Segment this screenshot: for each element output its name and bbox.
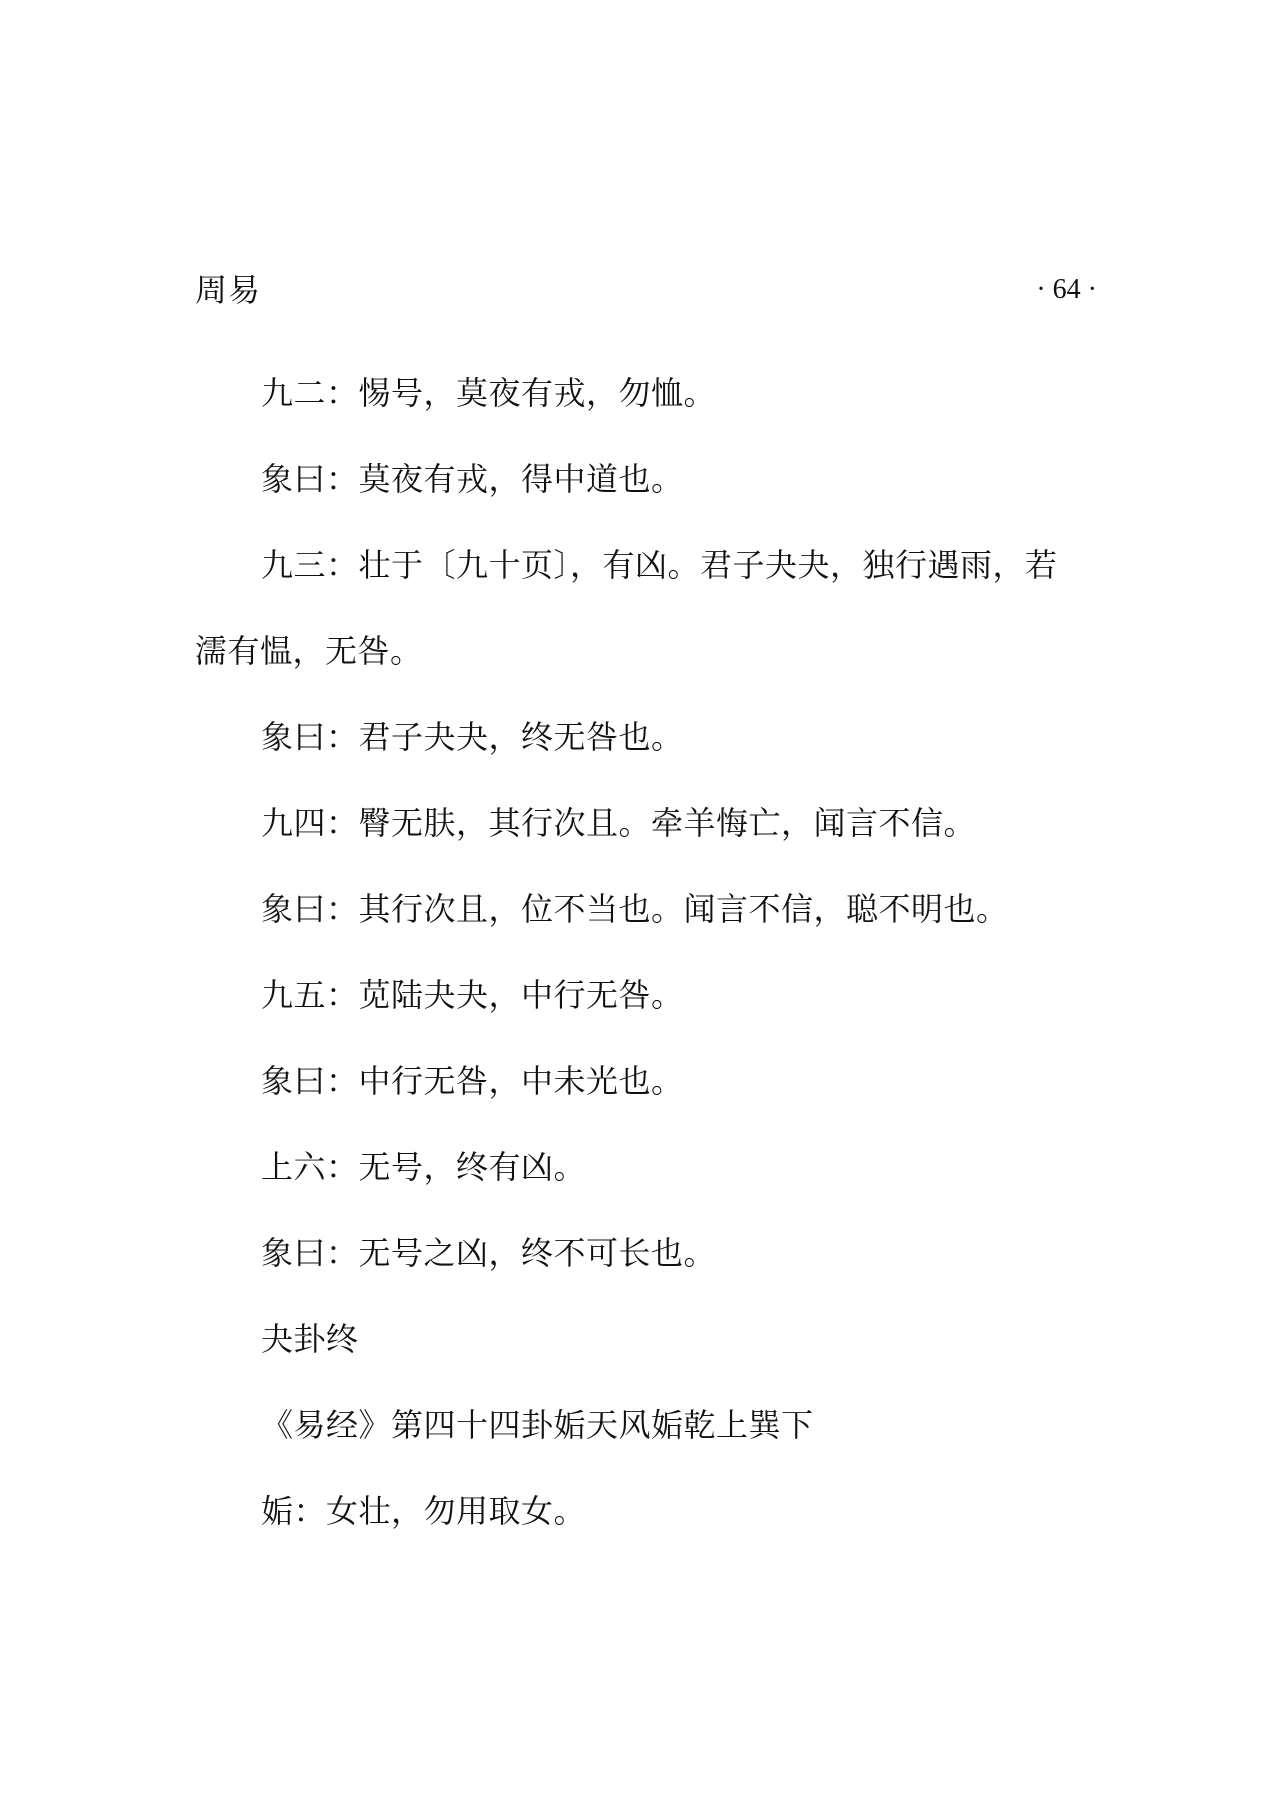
page-header	[195, 268, 1097, 312]
hexagram-heading: 《易经》第四十四卦姤天风姤乾上巽下	[261, 1406, 814, 1444]
book-title: 周易	[195, 271, 262, 309]
paragraph: 九二：惕号，莫夜有戎，勿恤。	[261, 374, 717, 412]
page-number: · 64 ·	[1036, 274, 1097, 305]
hexagram-end-note: 夬卦终	[261, 1320, 359, 1358]
paragraph: 九四：臀无肤，其行次且。牵羊悔亡，闻言不信。	[261, 804, 977, 842]
paragraph: 姤：女壮，勿用取女。	[261, 1492, 587, 1530]
paragraph: 象曰：莫夜有戎，得中道也。	[261, 460, 684, 498]
paragraph: 象曰：无号之凶，终不可长也。	[261, 1234, 717, 1272]
paragraph: 象曰：君子夬夬，终无咎也。	[261, 718, 684, 756]
paragraph: 九五：苋陆夬夬，中行无咎。	[261, 976, 684, 1014]
page-body	[195, 350, 1075, 1554]
paragraph: 象曰：其行次且，位不当也。闻言不信，聪不明也。	[261, 890, 1009, 928]
paragraph: 九三：壮于〔九十页〕，有凶。君子夬夬，独行遇雨，若濡有愠，无咎。	[195, 546, 1058, 670]
paragraph: 象曰：中行无咎，中未光也。	[261, 1062, 684, 1100]
paragraph: 上六：无号，终有凶。	[261, 1148, 587, 1186]
